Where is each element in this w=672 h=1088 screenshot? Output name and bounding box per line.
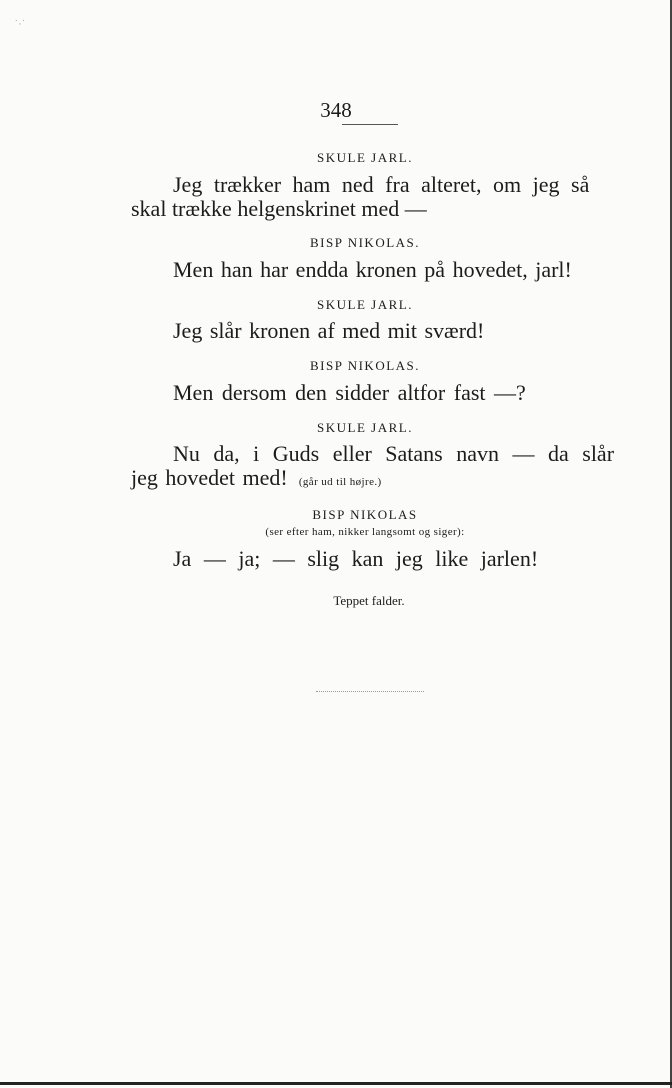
speaker-skule-2: SKULE JARL. <box>317 297 413 312</box>
scan-specks: ˙·˙ <box>14 20 26 30</box>
closing-stage-direction: Teppet falder. <box>333 593 405 608</box>
dialogue-line-1 <box>173 172 611 198</box>
dialogue-text: Jeg trækker ham ned fra alteret, om jeg så <box>173 172 590 197</box>
dialogue-line-5: Men dersom den sidder altfor fast —? <box>173 380 526 405</box>
page-number-rule <box>342 124 398 125</box>
dialogue-line-4: Jeg slår kronen af med mit sværd! <box>173 318 485 343</box>
dialogue-line-3: Men han har endda kronen på hovedet, jarl! <box>173 257 572 282</box>
speaker-skule-3: SKULE JARL. <box>317 420 413 435</box>
speaker-bisp-2: BISP NIKOLAS. <box>309 358 421 373</box>
speaker-bisp-3: BISP NIKOLAS <box>312 507 418 522</box>
page-edge-bottom <box>0 1082 672 1085</box>
end-divider <box>316 691 424 692</box>
dialogue-line-7-wrap <box>131 465 382 491</box>
speaker-skule-1: SKULE JARL. <box>317 150 413 165</box>
speaker-bisp-1: BISP NIKOLAS. <box>309 235 421 250</box>
dialogue-line-2: skal trække helgenskrinet med — <box>131 196 427 221</box>
page-number: 348 <box>320 98 352 122</box>
dialogue-line-8: Ja — ja; — slig kan jeg like jarlen! <box>173 546 539 571</box>
stage-direction: (går ud til højre.) <box>298 476 382 488</box>
dialogue-text: jeg hovedet med! <box>131 465 288 490</box>
stage-direction-bisp: (ser efter ham, nikker langsomt og siger): <box>265 526 465 538</box>
dialogue-line-6: Nu da, i Guds eller Satans navn — da slår <box>173 441 615 466</box>
